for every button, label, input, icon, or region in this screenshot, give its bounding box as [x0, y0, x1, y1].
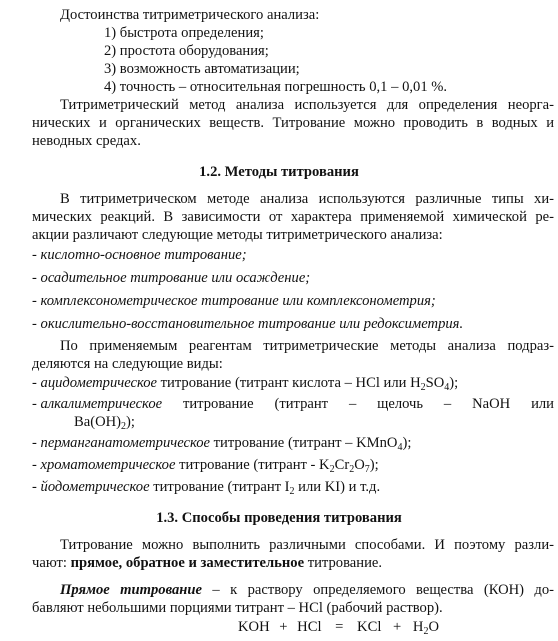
paragraph-line: Титрование можно выполнить различными способами. И поэтому разли- [60, 537, 554, 553]
paragraph-line: Титриметрический метод анализа используется для определения неорга- [60, 97, 554, 113]
kind-text: или KI) и т.д. [294, 479, 381, 495]
advantage-item: 1) быстрота определения; [104, 25, 264, 41]
method-name: кислотно-основное титрование; [40, 247, 247, 263]
subscript: 2 [349, 464, 355, 475]
advantage-item: 4) точность – относительная погрешность 0,1 – 0,01 %. [104, 79, 448, 95]
paragraph-line [32, 554, 382, 572]
method-item: - осадительное титрование или осаждение; [32, 270, 311, 286]
subscript: 4 [444, 382, 450, 393]
kind-text: ); [369, 457, 379, 473]
advantages-heading: Достоинства титриметрического анализа: [60, 7, 320, 23]
formula-water [413, 618, 439, 636]
kind-name: перманганатометрическое [40, 435, 211, 451]
kind-text: – [348, 396, 357, 412]
paragraph-line: мических реакций. В зависимости от характера применяемой химической ре- [32, 209, 554, 225]
kind-text: ); [126, 414, 135, 430]
kind-text: NaOH [472, 396, 511, 412]
advantage-item: 3) возможность автоматизации; [104, 61, 300, 77]
kind-item-continued [74, 413, 135, 431]
paragraph-line: деляются на следующие виды: [32, 356, 223, 372]
method-item: - комплексонометрическое титрование или комплексонометрия; [32, 293, 436, 309]
formula-hcl: HCl [297, 619, 322, 635]
kind-text: ); [449, 375, 459, 391]
kind-item [32, 395, 554, 413]
term-direct-titration: Прямое титрование [60, 582, 202, 598]
kind-name: йодометрическое [40, 479, 150, 495]
paragraph-line: неводных средах. [32, 133, 141, 149]
subscript: 7 [364, 464, 370, 475]
method-name: осадительное титрование или осаждение; [40, 270, 311, 286]
subscript: 2 [420, 382, 426, 393]
kind-text: SO [425, 375, 445, 391]
kind-text: титрование (титрант - K [175, 457, 330, 473]
formula-kcl: KCl [357, 619, 382, 635]
emphasized-text: прямое, обратное и заместительное [70, 555, 305, 571]
kind-text: титрование [182, 396, 254, 412]
formula-koh: KOH [238, 619, 270, 635]
paragraph-line: акции различают следующие методы титриметрического анализа: [32, 227, 443, 243]
section-title: 1.3. Способы проведения титрования [156, 510, 402, 526]
kind-text: или [531, 396, 554, 412]
kind-name: ацидометрическое [40, 375, 158, 391]
kind-item: - йодометрическое титрование (титрант $I_2$ или KI) и т.д. [32, 479, 381, 497]
kind-item: - ацидометрическое титрование (титрант кислота – HCl или $H_2SO_4$); [32, 375, 459, 393]
kind-text: (титрант [274, 396, 329, 412]
method-item: - окислительно-восстановительное титрование или редоксиметрия. [32, 316, 464, 332]
kind-item: - хроматометрическое титрование (титрант - $K_2Cr_2O_7$); [32, 457, 379, 475]
subscript: 4 [397, 442, 403, 453]
method-name: комплексонометрическое титрование или комплексонометрия; [40, 293, 436, 309]
subscript: 2 [121, 421, 127, 432]
paragraph-line: бавляют небольшими порциями титрант – HCl (рабочий раствор). [32, 600, 443, 616]
plus-sign: + [393, 619, 402, 635]
equals-sign: = [335, 619, 344, 635]
subscript: 2 [423, 626, 429, 637]
kind-text: Ba(OH) [74, 414, 122, 430]
kind-text: щелочь [377, 396, 424, 412]
kind-text: – [443, 396, 452, 412]
paragraph-line: По применяемым реагентам титриметрические методы анализа подраз- [60, 338, 554, 354]
paragraph-line: нических и органических веществ. Титрование можно проводить в водных и [32, 115, 554, 131]
kind-text: ); [402, 435, 412, 451]
advantage-item: 2) простота оборудования; [104, 43, 269, 59]
formula-part: H [412, 619, 424, 635]
paragraph-line [60, 581, 554, 599]
paragraph-text: титрование. [304, 555, 383, 571]
kind-text: - алкалиметрическое [32, 396, 163, 412]
method-item: - кислотно-основное титрование; [32, 247, 247, 263]
kind-item: - перманганатометрическое титрование (титрант – KMnO$_4$); [32, 435, 412, 453]
kind-text: O [354, 457, 365, 473]
kind-text: титрование (титрант – KMnO [210, 435, 398, 451]
paragraph-text: чают: [32, 555, 71, 571]
formula-part: O [428, 619, 440, 635]
section-title: 1.2. Методы титрования [199, 164, 359, 180]
kind-text: титрование (титрант кислота – HCl или H [157, 375, 421, 391]
subscript: 2 [289, 486, 295, 497]
method-name: окислительно-восстановительное титрование или редоксиметрия. [40, 316, 464, 332]
kind-name: хроматометрическое [40, 457, 176, 473]
kind-name: алкалиметрическое [40, 396, 163, 412]
subscript: 2 [329, 464, 335, 475]
paragraph-line: В титриметрическом методе анализа используются различные типы хи- [60, 191, 554, 207]
kind-text: титрование (титрант I [149, 479, 290, 495]
kind-text: Cr [334, 457, 350, 473]
plus-sign: + [279, 619, 288, 635]
reaction-equation [238, 618, 439, 636]
paragraph-text: – к раствору определяемого вещества (КОН) до- [201, 582, 554, 598]
